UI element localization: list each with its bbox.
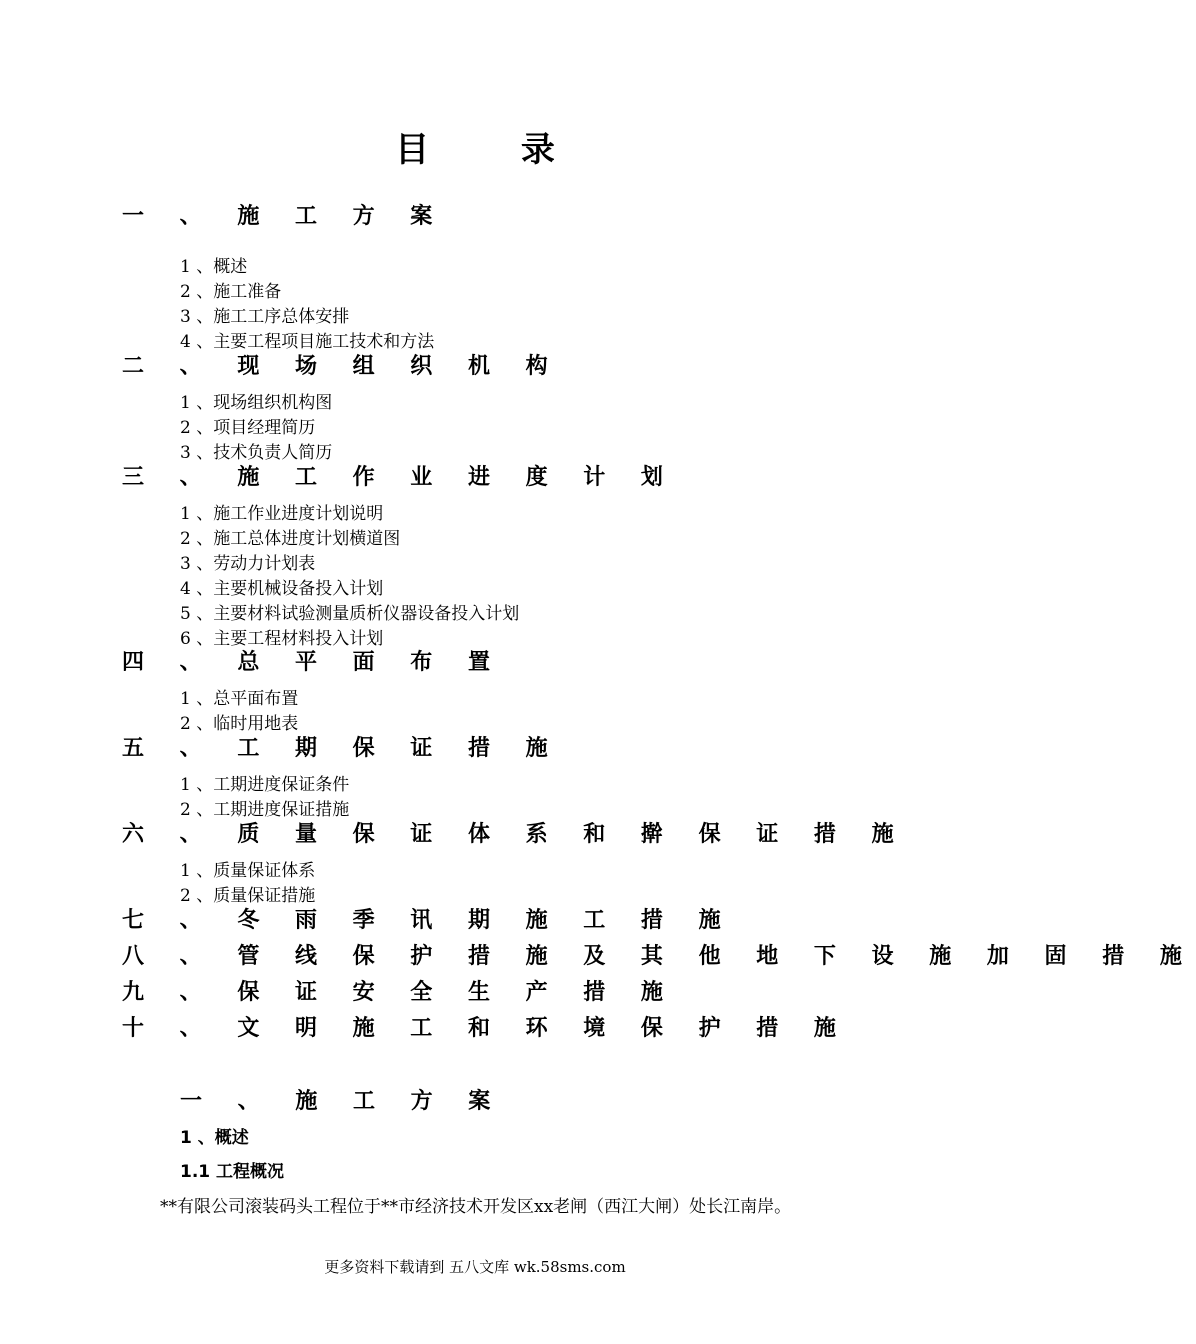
toc-heading-5: 五 、 工 期 保 证 措 施 (122, 736, 562, 761)
toc-heading-4: 四 、 总 平 面 布 置 (122, 650, 504, 675)
toc-item: 2 、项目经理简历 (180, 418, 316, 438)
toc-heading-3: 三 、 施 工 作 业 进 度 计 划 (122, 465, 677, 490)
toc-heading-9: 九 、 保 证 安 全 生 产 措 施 (122, 980, 677, 1005)
body-paragraph: **有限公司滚装码头工程位于**市经济技术开发区xx老闸（西江大闸）处长江南岸。 (160, 1197, 792, 1217)
toc-item: 2 、施工准备 (180, 282, 282, 302)
section-heading: 一 、 施 工 方 案 (180, 1089, 505, 1114)
toc-item: 4 、主要机械设备投入计划 (180, 579, 384, 599)
toc-item: 3 、劳动力计划表 (180, 554, 316, 574)
toc-item: 1 、总平面布置 (180, 689, 299, 709)
toc-heading-10: 十 、 文 明 施 工 和 环 境 保 护 措 施 (122, 1016, 850, 1041)
section-subheading: 1 、概述 (180, 1128, 249, 1148)
page-footer: 更多资料下载请到 五八文库 wk.58sms.com (324, 1258, 626, 1276)
toc-item: 5 、主要材料试验测量质析仪器设备投入计划 (180, 604, 520, 624)
toc-item: 1 、质量保证体系 (180, 861, 316, 881)
toc-heading-7: 七 、 冬 雨 季 讯 期 施 工 措 施 (122, 908, 735, 933)
toc-item: 2 、工期进度保证措施 (180, 800, 350, 820)
toc-item: 2 、临时用地表 (180, 714, 299, 734)
toc-heading-6: 六 、 质 量 保 证 体 系 和 擀 保 证 措 施 (122, 822, 908, 847)
toc-heading-8: 八 、 管 线 保 护 措 施 及 其 他 地 下 设 施 加 固 措 施 (122, 944, 1196, 969)
toc-item: 1 、工期进度保证条件 (180, 775, 350, 795)
toc-item: 2 、质量保证措施 (180, 886, 316, 906)
toc-item: 3 、技术负责人简历 (180, 443, 333, 463)
toc-item: 6 、主要工程材料投入计划 (180, 629, 384, 649)
toc-item: 1 、现场组织机构图 (180, 393, 333, 413)
toc-item: 1 、概述 (180, 257, 248, 277)
toc-item: 2 、施工总体进度计划横道图 (180, 529, 401, 549)
toc-heading-1: 一 、 施 工 方 案 (122, 204, 447, 229)
toc-item: 1 、施工作业进度计划说明 (180, 504, 384, 524)
toc-item: 3 、施工工序总体安排 (180, 307, 350, 327)
toc-heading-2: 二 、 现 场 组 织 机 构 (122, 354, 562, 379)
page-title: 目 录 (395, 130, 595, 170)
section-subheading: 1.1 工程概况 (180, 1162, 285, 1182)
toc-item: 4 、主要工程项目施工技术和方法 (180, 332, 435, 352)
